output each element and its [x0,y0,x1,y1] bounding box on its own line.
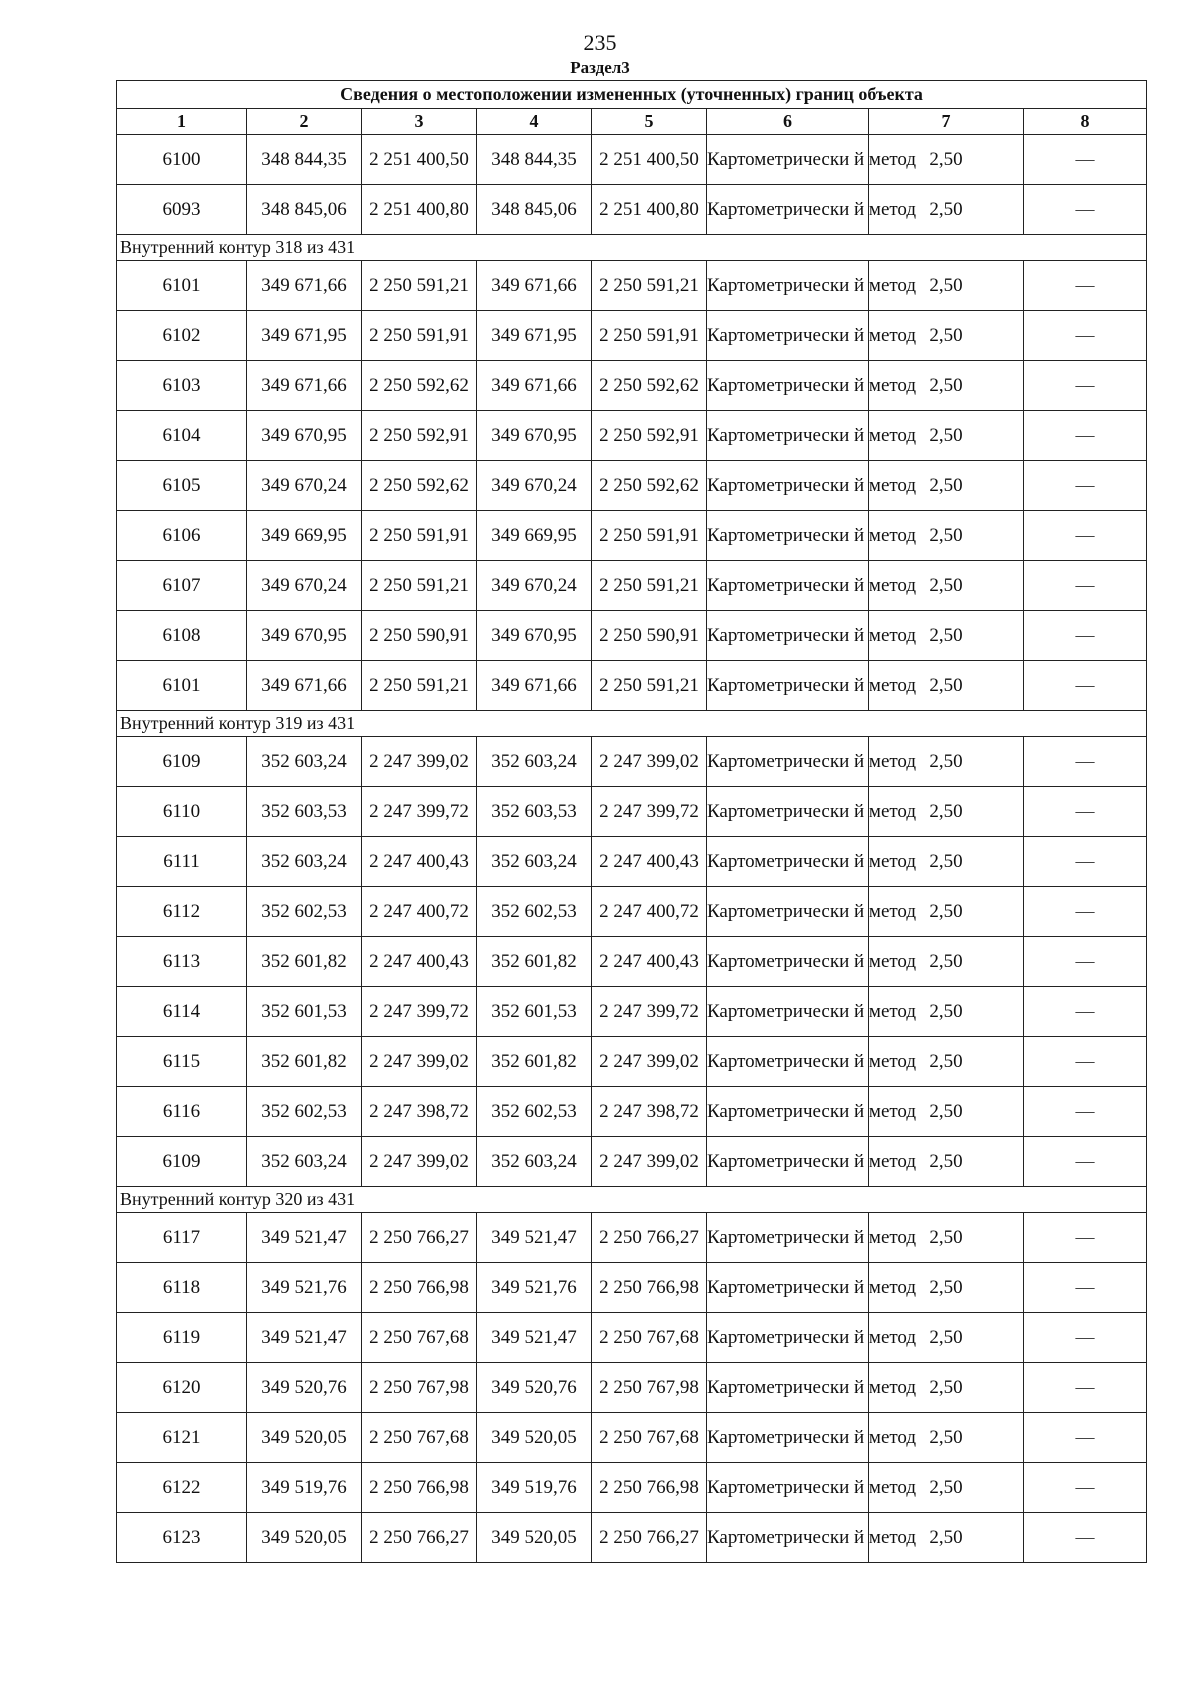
x-new-cell: 349 671,66 [477,361,592,411]
point-number-cell: 6123 [117,1513,247,1563]
y-new-cell: 2 247 400,72 [592,887,707,937]
point-number-cell: 6104 [117,411,247,461]
description-cell: — [1024,1213,1147,1263]
y-old-cell: 2 250 766,27 [362,1213,477,1263]
table-row [117,611,1147,661]
description-cell: — [1024,1513,1147,1563]
y-old-cell: 2 247 399,02 [362,1037,477,1087]
point-number-cell: 6105 [117,461,247,511]
x-new-cell: 352 601,82 [477,1037,592,1087]
table-row [117,261,1147,311]
column-header-6: 6 [707,109,869,135]
table-title: Сведения о местоположении измененных (уточненных) границ объекта [117,81,1147,109]
description-cell: — [1024,561,1147,611]
accuracy-cell: 2,50 [869,837,1024,887]
method-cell: Картометрически й метод [707,611,869,661]
point-number-cell: 6114 [117,987,247,1037]
x-old-cell: 352 601,82 [247,1037,362,1087]
method-cell: Картометрически й метод [707,1137,869,1187]
table-row [117,1463,1147,1513]
column-header-3: 3 [362,109,477,135]
y-old-cell: 2 250 591,91 [362,511,477,561]
y-new-cell: 2 250 767,68 [592,1313,707,1363]
point-number-cell: 6102 [117,311,247,361]
x-old-cell: 349 671,66 [247,261,362,311]
accuracy-cell: 2,50 [869,887,1024,937]
description-cell: — [1024,837,1147,887]
x-new-cell: 348 845,06 [477,185,592,235]
y-old-cell: 2 250 766,98 [362,1263,477,1313]
point-number-cell: 6122 [117,1463,247,1513]
y-new-cell: 2 250 766,98 [592,1263,707,1313]
x-old-cell: 348 845,06 [247,185,362,235]
description-cell: — [1024,261,1147,311]
x-old-cell: 349 671,66 [247,361,362,411]
contour-header-row [117,235,1147,261]
point-number-cell: 6115 [117,1037,247,1087]
y-new-cell: 2 247 400,43 [592,937,707,987]
accuracy-cell: 2,50 [869,511,1024,561]
accuracy-cell: 2,50 [869,1137,1024,1187]
x-old-cell: 349 521,47 [247,1313,362,1363]
y-new-cell: 2 250 766,27 [592,1213,707,1263]
x-new-cell: 352 603,24 [477,1137,592,1187]
y-old-cell: 2 250 767,68 [362,1413,477,1463]
y-new-cell: 2 250 591,91 [592,511,707,561]
method-cell: Картометрически й метод [707,261,869,311]
description-cell: — [1024,737,1147,787]
x-new-cell: 349 520,05 [477,1413,592,1463]
table-row [117,1413,1147,1463]
table-row [117,561,1147,611]
column-header-2: 2 [247,109,362,135]
table-row [117,937,1147,987]
y-old-cell: 2 250 590,91 [362,611,477,661]
x-old-cell: 352 603,24 [247,1137,362,1187]
x-old-cell: 352 603,24 [247,837,362,887]
method-cell: Картометрически й метод [707,311,869,361]
y-new-cell: 2 250 767,68 [592,1413,707,1463]
page-number: 235 [583,30,617,55]
method-cell: Картометрически й метод [707,461,869,511]
method-cell: Картометрически й метод [707,887,869,937]
point-number-cell: 6119 [117,1313,247,1363]
description-cell: — [1024,361,1147,411]
column-header-7: 7 [869,109,1024,135]
method-cell: Картометрически й метод [707,1213,869,1263]
table-row [117,185,1147,235]
contour-header-row [117,711,1147,737]
description-cell: — [1024,1413,1147,1463]
point-number-cell: 6103 [117,361,247,411]
x-new-cell: 349 670,24 [477,561,592,611]
table-row [117,135,1147,185]
table-row [117,737,1147,787]
accuracy-cell: 2,50 [869,1087,1024,1137]
x-new-cell: 349 521,47 [477,1213,592,1263]
x-old-cell: 349 521,76 [247,1263,362,1313]
method-cell: Картометрически й метод [707,987,869,1037]
method-cell: Картометрически й метод [707,1513,869,1563]
x-new-cell: 349 521,47 [477,1313,592,1363]
x-old-cell: 349 670,95 [247,611,362,661]
method-cell: Картометрически й метод [707,837,869,887]
x-new-cell: 352 603,24 [477,837,592,887]
method-cell: Картометрически й метод [707,661,869,711]
description-cell: — [1024,1363,1147,1413]
table-row [117,1087,1147,1137]
x-old-cell: 349 671,66 [247,661,362,711]
y-new-cell: 2 247 398,72 [592,1087,707,1137]
table-row [117,1263,1147,1313]
method-cell: Картометрически й метод [707,1413,869,1463]
y-old-cell: 2 247 399,72 [362,987,477,1037]
column-header-row [117,109,1147,135]
accuracy-cell: 2,50 [869,1263,1024,1313]
x-new-cell: 349 671,66 [477,661,592,711]
x-old-cell: 349 671,95 [247,311,362,361]
point-number-cell: 6093 [117,185,247,235]
x-old-cell: 349 520,76 [247,1363,362,1413]
method-cell: Картометрически й метод [707,1463,869,1513]
method-cell: Картометрически й метод [707,511,869,561]
boundary-coordinates-table [116,80,1147,1563]
x-old-cell: 349 520,05 [247,1513,362,1563]
table-row [117,1363,1147,1413]
y-new-cell: 2 251 400,50 [592,135,707,185]
y-new-cell: 2 250 592,91 [592,411,707,461]
accuracy-cell: 2,50 [869,361,1024,411]
table-row [117,987,1147,1037]
x-old-cell: 349 670,24 [247,561,362,611]
accuracy-cell: 2,50 [869,261,1024,311]
y-old-cell: 2 250 591,21 [362,661,477,711]
accuracy-cell: 2,50 [869,1413,1024,1463]
y-old-cell: 2 250 766,27 [362,1513,477,1563]
y-old-cell: 2 247 400,72 [362,887,477,937]
point-number-cell: 6120 [117,1363,247,1413]
x-old-cell: 349 519,76 [247,1463,362,1513]
y-old-cell: 2 250 767,98 [362,1363,477,1413]
table-row [117,887,1147,937]
x-new-cell: 349 670,95 [477,611,592,661]
y-old-cell: 2 247 399,72 [362,787,477,837]
point-number-cell: 6113 [117,937,247,987]
y-new-cell: 2 251 400,80 [592,185,707,235]
accuracy-cell: 2,50 [869,1463,1024,1513]
table-row [117,461,1147,511]
table-row [117,1313,1147,1363]
accuracy-cell: 2,50 [869,1363,1024,1413]
x-old-cell: 349 669,95 [247,511,362,561]
y-new-cell: 2 250 766,27 [592,1513,707,1563]
x-new-cell: 349 669,95 [477,511,592,561]
description-cell: — [1024,461,1147,511]
point-number-cell: 6109 [117,737,247,787]
description-cell: — [1024,311,1147,361]
description-cell: — [1024,887,1147,937]
method-cell: Картометрически й метод [707,1037,869,1087]
column-header-1: 1 [117,109,247,135]
y-new-cell: 2 247 399,02 [592,1137,707,1187]
description-cell: — [1024,411,1147,461]
accuracy-cell: 2,50 [869,611,1024,661]
table-row [117,1137,1147,1187]
description-cell: — [1024,1463,1147,1513]
x-old-cell: 349 670,95 [247,411,362,461]
point-number-cell: 6110 [117,787,247,837]
method-cell: Картометрически й метод [707,411,869,461]
y-old-cell: 2 251 400,80 [362,185,477,235]
y-new-cell: 2 247 399,02 [592,737,707,787]
accuracy-cell: 2,50 [869,661,1024,711]
method-cell: Картометрически й метод [707,361,869,411]
y-old-cell: 2 250 592,62 [362,461,477,511]
accuracy-cell: 2,50 [869,561,1024,611]
y-old-cell: 2 247 399,02 [362,1137,477,1187]
point-number-cell: 6101 [117,661,247,711]
x-new-cell: 349 520,76 [477,1363,592,1413]
column-header-4: 4 [477,109,592,135]
y-new-cell: 2 250 592,62 [592,461,707,511]
description-cell: — [1024,1313,1147,1363]
table-row [117,511,1147,561]
y-new-cell: 2 250 591,21 [592,261,707,311]
table-row [117,411,1147,461]
x-old-cell: 352 602,53 [247,1087,362,1137]
point-number-cell: 6111 [117,837,247,887]
y-new-cell: 2 247 399,02 [592,1037,707,1087]
description-cell: — [1024,1087,1147,1137]
accuracy-cell: 2,50 [869,1513,1024,1563]
x-old-cell: 349 520,05 [247,1413,362,1463]
description-cell: — [1024,937,1147,987]
x-old-cell: 352 601,82 [247,937,362,987]
method-cell: Картометрически й метод [707,561,869,611]
x-new-cell: 352 602,53 [477,1087,592,1137]
contour-label: Внутренний контур 319 из 431 [117,711,1147,737]
contour-label: Внутренний контур 320 из 431 [117,1187,1147,1213]
y-new-cell: 2 250 590,91 [592,611,707,661]
description-cell: — [1024,1137,1147,1187]
method-cell: Картометрически й метод [707,737,869,787]
x-new-cell: 349 521,76 [477,1263,592,1313]
accuracy-cell: 2,50 [869,461,1024,511]
y-new-cell: 2 250 766,98 [592,1463,707,1513]
method-cell: Картометрически й метод [707,185,869,235]
accuracy-cell: 2,50 [869,135,1024,185]
column-header-8: 8 [1024,109,1147,135]
table-body [117,135,1147,1563]
description-cell: — [1024,1037,1147,1087]
description-cell: — [1024,135,1147,185]
y-new-cell: 2 247 399,72 [592,987,707,1037]
accuracy-cell: 2,50 [869,787,1024,837]
point-number-cell: 6108 [117,611,247,661]
y-new-cell: 2 247 400,43 [592,837,707,887]
contour-label: Внутренний контур 318 из 431 [117,235,1147,261]
y-new-cell: 2 250 591,91 [592,311,707,361]
description-cell: — [1024,987,1147,1037]
y-old-cell: 2 247 400,43 [362,937,477,987]
point-number-cell: 6109 [117,1137,247,1187]
accuracy-cell: 2,50 [869,737,1024,787]
method-cell: Картометрически й метод [707,1363,869,1413]
x-old-cell: 352 603,24 [247,737,362,787]
point-number-cell: 6118 [117,1263,247,1313]
y-new-cell: 2 250 591,21 [592,561,707,611]
point-number-cell: 6107 [117,561,247,611]
description-cell: — [1024,787,1147,837]
y-old-cell: 2 250 592,91 [362,411,477,461]
description-cell: — [1024,661,1147,711]
accuracy-cell: 2,50 [869,311,1024,361]
y-new-cell: 2 250 767,98 [592,1363,707,1413]
point-number-cell: 6121 [117,1413,247,1463]
y-old-cell: 2 250 767,68 [362,1313,477,1363]
method-cell: Картометрически й метод [707,1087,869,1137]
point-number-cell: 6117 [117,1213,247,1263]
accuracy-cell: 2,50 [869,987,1024,1037]
x-old-cell: 352 603,53 [247,787,362,837]
x-new-cell: 349 519,76 [477,1463,592,1513]
table-row [117,1513,1147,1563]
x-new-cell: 349 671,95 [477,311,592,361]
y-new-cell: 2 247 399,72 [592,787,707,837]
y-old-cell: 2 251 400,50 [362,135,477,185]
x-new-cell: 349 520,05 [477,1513,592,1563]
point-number-cell: 6116 [117,1087,247,1137]
table-row [117,361,1147,411]
table-row [117,1213,1147,1263]
y-old-cell: 2 250 591,21 [362,261,477,311]
accuracy-cell: 2,50 [869,1037,1024,1087]
accuracy-cell: 2,50 [869,1313,1024,1363]
y-new-cell: 2 250 591,21 [592,661,707,711]
y-old-cell: 2 250 591,21 [362,561,477,611]
y-old-cell: 2 250 766,98 [362,1463,477,1513]
table-row [117,837,1147,887]
x-old-cell: 352 602,53 [247,887,362,937]
x-new-cell: 352 601,82 [477,937,592,987]
method-cell: Картометрически й метод [707,1263,869,1313]
point-number-cell: 6106 [117,511,247,561]
point-number-cell: 6112 [117,887,247,937]
description-cell: — [1024,1263,1147,1313]
accuracy-cell: 2,50 [869,937,1024,987]
accuracy-cell: 2,50 [869,1213,1024,1263]
x-old-cell: 348 844,35 [247,135,362,185]
x-new-cell: 352 603,53 [477,787,592,837]
x-new-cell: 348 844,35 [477,135,592,185]
point-number-cell: 6101 [117,261,247,311]
description-cell: — [1024,611,1147,661]
accuracy-cell: 2,50 [869,411,1024,461]
x-new-cell: 349 670,95 [477,411,592,461]
table-row [117,1037,1147,1087]
section-label: Раздел3 [570,58,630,77]
contour-header-row [117,1187,1147,1213]
x-new-cell: 352 603,24 [477,737,592,787]
y-old-cell: 2 247 398,72 [362,1087,477,1137]
accuracy-cell: 2,50 [869,185,1024,235]
x-new-cell: 349 671,66 [477,261,592,311]
x-old-cell: 349 521,47 [247,1213,362,1263]
table-row [117,311,1147,361]
y-new-cell: 2 250 592,62 [592,361,707,411]
x-new-cell: 352 602,53 [477,887,592,937]
y-old-cell: 2 247 399,02 [362,737,477,787]
y-old-cell: 2 250 591,91 [362,311,477,361]
table-row [117,661,1147,711]
column-header-5: 5 [592,109,707,135]
x-old-cell: 352 601,53 [247,987,362,1037]
x-new-cell: 352 601,53 [477,987,592,1037]
method-cell: Картометрически й метод [707,787,869,837]
x-old-cell: 349 670,24 [247,461,362,511]
y-old-cell: 2 250 592,62 [362,361,477,411]
method-cell: Картометрически й метод [707,937,869,987]
description-cell: — [1024,185,1147,235]
table-row [117,787,1147,837]
method-cell: Картометрически й метод [707,135,869,185]
y-old-cell: 2 247 400,43 [362,837,477,887]
method-cell: Картометрически й метод [707,1313,869,1363]
point-number-cell: 6100 [117,135,247,185]
x-new-cell: 349 670,24 [477,461,592,511]
description-cell: — [1024,511,1147,561]
